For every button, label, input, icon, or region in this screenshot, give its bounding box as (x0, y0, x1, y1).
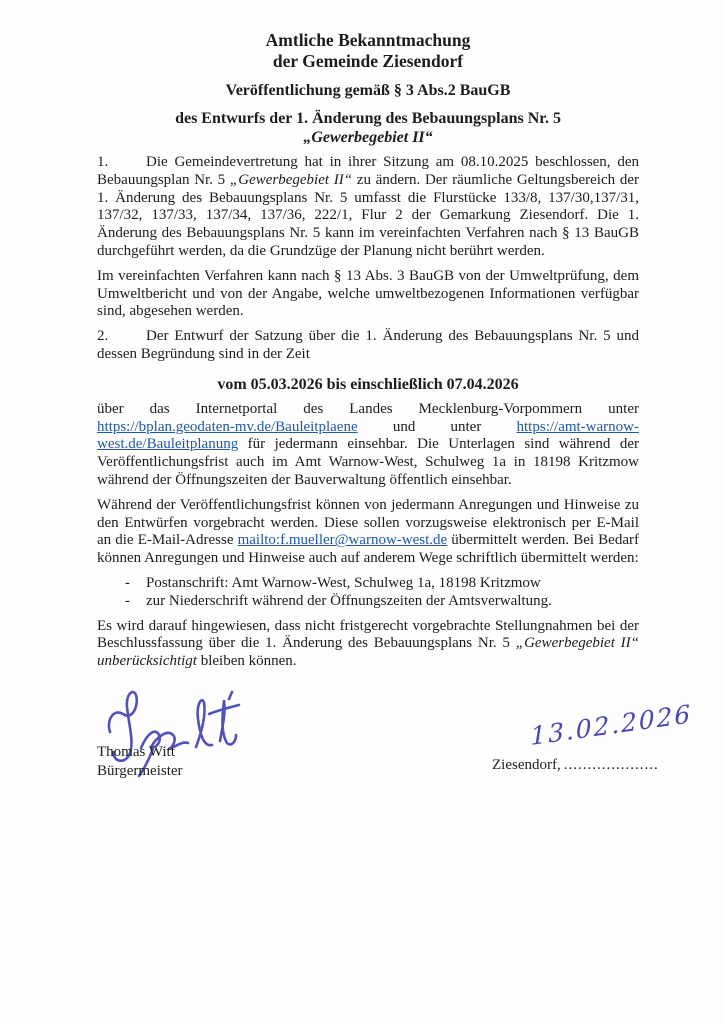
email-mailto-link[interactable]: mailto:f.mueller@warnow-west.de (237, 532, 448, 549)
item-1-text-after: zu ändern. Der räumliche Geltungsbereich der 1. Änderung des Bebauungsplans Nr. 5 umfasst die Flurstücke 133/8, 137/30,137/31, 137/32, 137/33, 137/34, 137/36, 222/1, Flur 2 der Gemarkung Ziesendorf. Die 1. Änderung des Bebauungsplans Nr. 5 kann im vereinfachten Verfahren nach § 13 BauGB durchgeführt werden, da die Grundzüge der Planung nicht berührt werden. (97, 171, 639, 259)
item-number: 1. (97, 154, 109, 170)
signer-name: Thomas Witt (97, 744, 175, 760)
document-title (97, 30, 639, 72)
place-label: Ziesendorf, (492, 757, 561, 773)
email-text-1: Während der Veröffentlichungsfrist können von jedermann Anregungen und Hinweise zu den Entwürfen vorgebracht werden. Diese sollen vorzugsweise elektronisch per E-Mail an die E-Mail-Adresse (97, 496, 639, 549)
paragraph-item-2 (97, 328, 639, 364)
publication-period: vom 05.03.2026 bis einschließlich 07.04.2026 (217, 375, 519, 393)
subject-line-1: des Entwurfs der 1. Änderung des Bebauungsplans Nr. 5 (175, 110, 561, 127)
internet-text-3: für jedermann einsehbar. Die Unterlagen sind während der Veröffentlichungsfrist auch im Amt Warnow-West, Schulweg 1a in 18198 Kritzmow während der Öffnungszeiten der Bauverwaltung öffentlich einsehbar. (97, 436, 639, 488)
list-dash: - (125, 574, 130, 591)
paragraph-umweltpruefung: Im vereinfachten Verfahren kann nach § 13 Abs. 3 BauGB von der Umweltprüfung, dem Umweltbericht und von der Angabe, welche umweltbezogenen Informationen verfügbar sind, abgesehen werden. (97, 267, 639, 320)
paragraph-hinweis (97, 618, 639, 671)
list-item-postanschrift (97, 575, 639, 593)
paragraph-email (97, 497, 639, 568)
item-2-text: Der Entwurf der Satzung über die 1. Änderung des Bebauungsplans Nr. 5 und dessen Begründung sind in der Zeit (97, 328, 639, 362)
paragraph-internetportal (97, 401, 639, 490)
bplan-geodaten-link[interactable]: https://bplan.geodaten-mv.de/Bauleitplaene (97, 418, 358, 435)
paragraph-item-1 (97, 154, 639, 261)
document-subtitle: Veröffentlichung gemäß § 3 Abs.2 BauGB (225, 82, 511, 99)
item-1-italic: „Gewerbegebiet II“ (229, 171, 353, 188)
list-item-niederschrift (97, 593, 639, 611)
internet-text-2: und unter (357, 418, 517, 435)
title-line-1: Amtliche Bekanntmachung (265, 30, 471, 50)
amt-warnow-west-link[interactable]: https://amt-warnow-west.de/Bauleitplanung (97, 418, 639, 453)
hinweis-text-1: Es wird darauf hingewiesen, dass nicht fristgerecht vorgebrachte Stellungnahmen bei der Beschlussfassung über die 1. Änderung des Bebauungsplans Nr. 5 (97, 617, 639, 652)
email-text-2: übermittelt werden. Bei Bedarf können Anregungen und Hinweise auch auf anderem Wege schriftlich übermittelt werden: (97, 532, 639, 567)
list-item-text: zur Niederschrift während der Öffnungszeiten der Amtsverwaltung. (146, 592, 552, 609)
handwritten-date: 13.02.2026 (529, 699, 693, 751)
item-1-text: Die Gemeindevertretung hat in ihrer Sitzung am 08.10.2025 beschlossen, den Bebauungsplan Nr. 5 (97, 154, 639, 188)
list-item-text: Postanschrift: Amt Warnow-West, Schulweg 1a, 18198 Kritzmow (146, 574, 541, 591)
list-dash: - (125, 592, 130, 609)
title-line-2: der Gemeinde Ziesendorf (272, 51, 464, 71)
signer-title: Bürgermeister (97, 762, 183, 779)
item-number: 2. (97, 328, 109, 345)
hinweis-italic-1: „Gewerbegebiet II“ (515, 635, 639, 652)
signature-block (97, 743, 183, 780)
date-dotted-line: .................... (563, 757, 659, 773)
hinweis-text-3: bleiben können. (196, 653, 297, 670)
hinweis-italic-2: unberücksichtigt (97, 653, 197, 670)
internet-text-1: über das Internetportal des Landes Mecklenburg-Vorpommern unter (97, 400, 639, 417)
document-subject (97, 109, 639, 147)
place-date-line (492, 757, 659, 774)
subject-line-2: „Gewerbegebiet II“ (303, 129, 433, 146)
submission-list (97, 575, 639, 611)
